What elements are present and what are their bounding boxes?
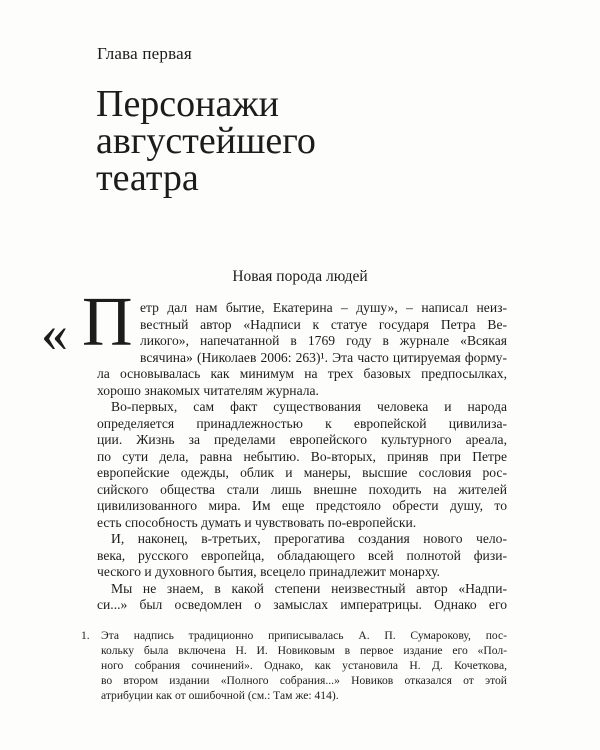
footnote-line: кольку была включена Н. И. Новиковым в первое издание его «Пол- (101, 644, 507, 657)
text-line: етр дал нам бытие, Екатерина – душу», – написал неиз- (140, 300, 507, 315)
text-line: ции. Жизнь за пределами европейского культурного ареала, (97, 432, 507, 447)
chapter-title-line: Персонажи (96, 83, 279, 125)
text-line: определяется принадлежностью к европейской цивилиза- (97, 415, 507, 431)
body-text (97, 300, 507, 614)
text-line: есть способность думать и чувствовать по-европейски. (97, 514, 417, 530)
text-line: всячина» (Николаев 2006: 263)¹. Эта часто цитируемая форму- (140, 349, 507, 365)
paragraph (97, 531, 507, 581)
footnote-line: ного собрания сочинений». Однако, как установила Н. Д. Кочеткова, (101, 659, 507, 672)
chapter-title (96, 83, 316, 199)
chapter-title-line: театра (96, 157, 199, 199)
text-line: ческого и духовного бытия, всецело принадлежит монарху. (97, 564, 440, 579)
text-line: Во-первых, сам факт существования человека и народа (111, 399, 507, 414)
paragraph (97, 300, 507, 399)
footnotes (81, 628, 507, 703)
text-line: века, русского европейца, обладающего всей полнотой физи- (97, 547, 507, 563)
footnote-body (101, 628, 507, 703)
footnote-line: атрибуции как от ошибочной (см.: Там же: 414). (101, 689, 339, 702)
text-line: си...» был осведомлен о замыслах императрицы. Однако его (97, 597, 507, 612)
text-line: сийского общества стали лишь внешне походить на жителей (97, 481, 507, 497)
chapter-label: Глава первая (97, 44, 192, 63)
paragraph (97, 399, 507, 531)
footnote-line: Эта надпись традиционно приписывалась А. П. Сумарокову, пос- (101, 629, 507, 642)
text-line: европейские одежды, облик и манеры, высшие сословия рос- (97, 465, 507, 480)
text-line: вестный автор «Надписи к статуе государя Петра Ве- (140, 316, 507, 332)
dropcap-letter: П (82, 284, 133, 361)
text-line: Мы не знаем, в какой степени неизвестный автор «Надпи- (111, 580, 507, 596)
footnote-marker: 1. (81, 629, 90, 642)
chapter-title-line: августейшего (96, 120, 316, 162)
text-line: И, наконец, в-третьих, прерогатива создания нового чело- (111, 531, 507, 546)
text-line: хорошо знакомых читателям журнала. (97, 382, 319, 398)
paragraph (97, 581, 507, 614)
section-heading: Новая порода людей (232, 268, 368, 285)
text-line: ликого», напечатанной в 1769 году в журнале «Всякая (140, 333, 507, 348)
text-line: цивилизованного мира. Им еще предстояло обрести душу, то (97, 498, 507, 513)
footnote (81, 628, 507, 703)
text-line: по сути дела, равна небытию. Во-вторых, приняв при Петре (97, 448, 507, 464)
dropcap-quote: « (41, 303, 68, 363)
footnote-line: во втором издании «Полного собрания...» Новиков отказался от этой (101, 674, 507, 687)
text-line: ла основывалась как минимум на трех базовых предпосылках, (97, 366, 507, 381)
